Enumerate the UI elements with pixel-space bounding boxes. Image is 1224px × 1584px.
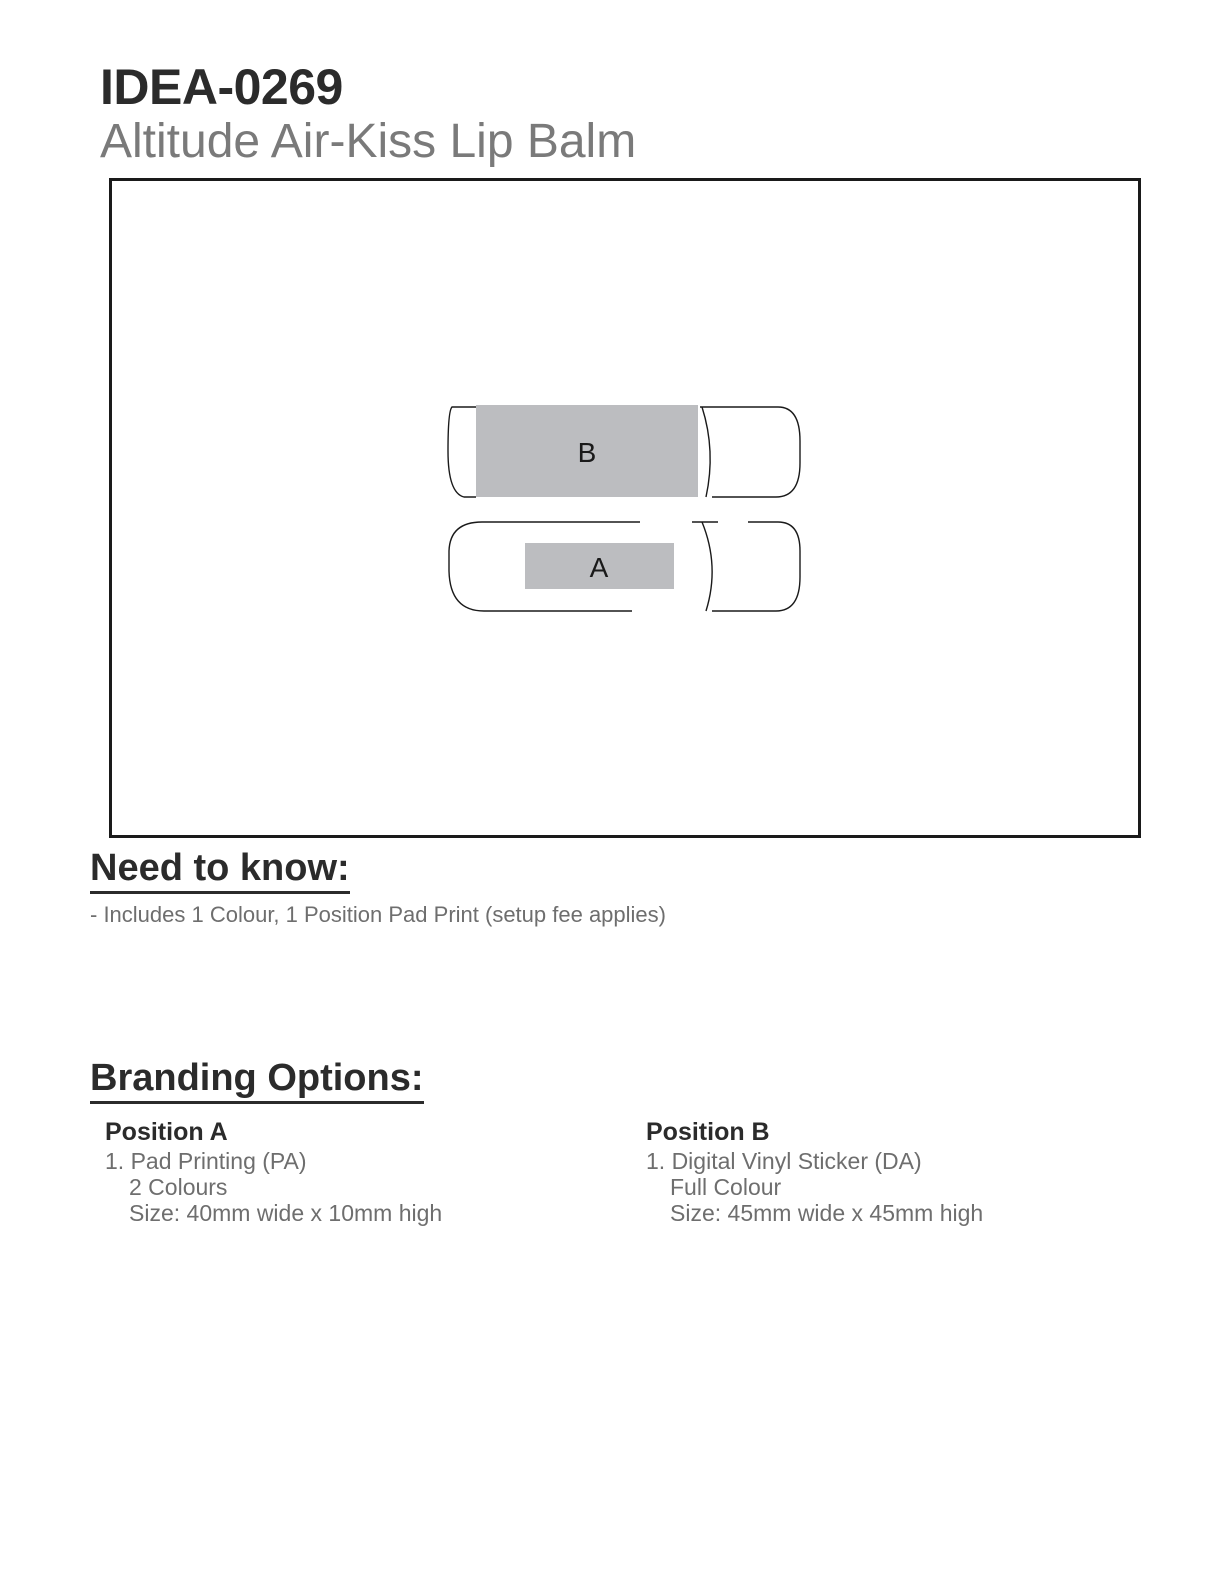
position-b-size: Size: 45mm wide x 45mm high — [670, 1200, 984, 1226]
imprint-label-a: A — [589, 552, 609, 583]
position-b-colours: Full Colour — [670, 1174, 782, 1200]
position-a-method: 1. Pad Printing (PA) — [105, 1148, 307, 1174]
branding-options-heading: Branding Options: — [90, 1056, 424, 1104]
position-a-title: Position A — [105, 1118, 228, 1146]
tube-top-seam — [702, 407, 710, 497]
tube-top-right-end — [700, 407, 800, 497]
product-code: IDEA-0269 — [100, 59, 343, 115]
position-a-colours: 2 Colours — [129, 1174, 228, 1200]
tube-bottom-seam — [702, 522, 712, 611]
tube-bottom-right-end — [712, 522, 800, 611]
tube-top-left-cap — [448, 407, 476, 497]
need-to-know-note: - Includes 1 Colour, 1 Position Pad Print (setup fee applies) — [90, 902, 666, 927]
imprint-label-b: B — [577, 437, 597, 468]
position-a-column — [105, 1116, 442, 1226]
product-name: Altitude Air-Kiss Lip Balm — [100, 115, 637, 168]
position-b-column — [646, 1116, 983, 1226]
position-b-method: 1. Digital Vinyl Sticker (DA) — [646, 1148, 922, 1174]
lip-balm-drawing — [112, 181, 1138, 835]
position-b-title: Position B — [646, 1118, 770, 1146]
need-to-know-heading: Need to know: — [90, 846, 350, 894]
position-a-size: Size: 40mm wide x 10mm high — [129, 1200, 443, 1226]
product-drawing-frame — [109, 178, 1141, 838]
